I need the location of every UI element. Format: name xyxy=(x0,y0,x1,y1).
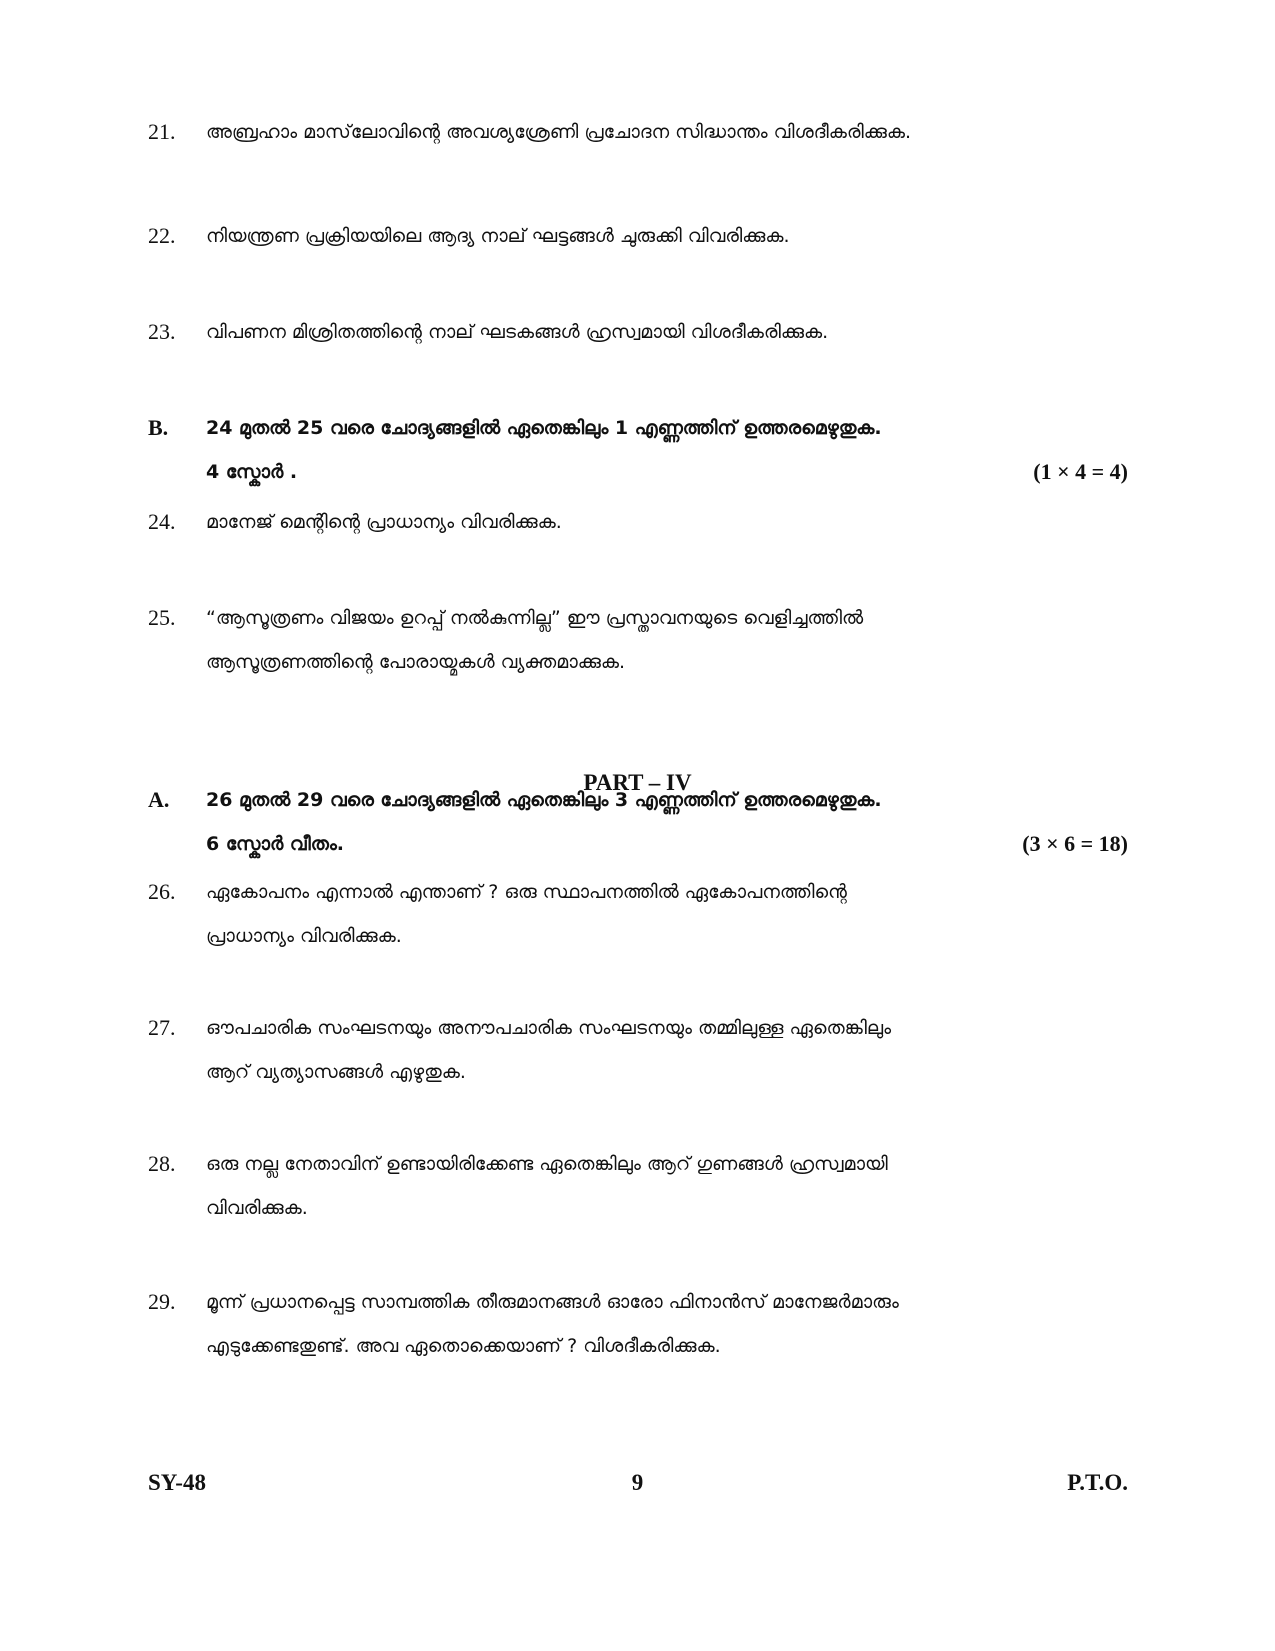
question-text xyxy=(206,1280,1128,1368)
section-score: 6 സ്കോർ വീതം. xyxy=(206,833,344,855)
question-number: 22. xyxy=(148,223,176,248)
section-a-instruction xyxy=(148,778,1128,866)
section-score-row xyxy=(206,822,1128,866)
question-number: 26. xyxy=(148,879,176,904)
question-21 xyxy=(148,110,1128,154)
question-line: ഏകോപനം എന്നാൽ എന്താണ് ? ഒരു സ്ഥാപനത്തിൽ ഏകോപനത്തിന്റെ xyxy=(206,881,847,903)
question-line: മൂന്ന് പ്രധാനപ്പെട്ട സാമ്പത്തിക തീരുമാനങ്ങൾ ഓരോ ഫിനാൻസ് മാനേജർമാരും xyxy=(206,1291,899,1313)
section-score-row xyxy=(206,450,1128,494)
question-number: 29. xyxy=(148,1289,176,1314)
question-line: ആറ് വ്യത്യാസങ്ങൾ എഴുതുക. xyxy=(206,1061,466,1083)
section-b-instruction xyxy=(148,406,1128,494)
question-line: ആസൂത്രണത്തിന്റെ പോരായ്മകൾ വ്യക്തമാക്കുക. xyxy=(206,651,626,673)
section-letter: B. xyxy=(148,415,169,440)
question-number: 23. xyxy=(148,319,176,344)
section-instruction: 24 മുതൽ 25 വരെ ചോദ്യങ്ങളിൽ ഏതെങ്കിലും 1 എണ്ണത്തിന് ഉത്തരമെഴുതുക. xyxy=(206,417,882,439)
question-line: എടുക്കേണ്ടതുണ്ട്. അവ ഏതൊക്കെയാണ് ? വിശദീകരിക്കുക. xyxy=(206,1335,721,1357)
question-27 xyxy=(148,1006,1128,1094)
question-line: വിപണന മിശ്രിതത്തിന്റെ നാല് ഘടകങ്ങൾ ഹ്രസ്വമായി വിശദീകരിക്കുക. xyxy=(206,321,829,343)
question-text xyxy=(206,500,1128,544)
footer-page-number: 9 xyxy=(631,1470,644,1495)
footer-code: SY-48 xyxy=(148,1470,206,1495)
question-number: 27. xyxy=(148,1015,176,1040)
question-text xyxy=(206,1006,1128,1094)
question-line: മാനേജ് മെന്റിന്റെ പ്രാധാന്യം വിവരിക്കുക. xyxy=(206,511,562,533)
question-23 xyxy=(148,310,1128,354)
part-heading: PART – IV xyxy=(583,770,692,795)
question-text xyxy=(206,310,1128,354)
question-28 xyxy=(148,1142,1128,1230)
footer-pto: P.T.O. xyxy=(1067,1470,1128,1495)
question-line: “ആസൂത്രണം വിജയം ഉറപ്പ് നൽകുന്നില്ല” ഈ പ്രസ്താവനയുടെ വെളിച്ചത്തിൽ xyxy=(206,607,864,629)
question-number: 25. xyxy=(148,605,176,630)
section-instruction: 26 മുതൽ 29 വരെ ചോദ്യങ്ങളിൽ ഏതെങ്കിലും 3 എണ്ണത്തിന് ഉത്തരമെഴുതുക. xyxy=(206,789,882,811)
section-marks: (1 × 4 = 4) xyxy=(1033,459,1128,484)
section-score: 4 സ്കോർ . xyxy=(206,461,298,483)
question-text xyxy=(206,870,1128,958)
section-marks: (3 × 6 = 18) xyxy=(1022,831,1128,856)
question-text xyxy=(206,214,1128,258)
question-text xyxy=(206,110,1128,154)
section-letter: A. xyxy=(148,787,170,812)
question-text xyxy=(206,1142,1128,1230)
question-line: പ്രാധാന്യം വിവരിക്കുക. xyxy=(206,925,402,947)
question-line: അബ്രഹാം മാസ്‌ലോവിന്റെ അവശ്യശ്രേണി പ്രചോദന സിദ്ധാന്തം വിശദീകരിക്കുക. xyxy=(206,121,912,143)
question-29 xyxy=(148,1280,1128,1368)
question-line: നിയന്ത്രണ പ്രക്രിയയിലെ ആദ്യ നാല് ഘട്ടങ്ങൾ ചുരുക്കി വിവരിക്കുക. xyxy=(206,225,790,247)
question-number: 24. xyxy=(148,509,176,534)
question-25 xyxy=(148,596,1128,684)
question-number: 21. xyxy=(148,119,176,144)
question-24 xyxy=(148,500,1128,544)
question-line: വിവരിക്കുക. xyxy=(206,1197,308,1219)
question-number: 28. xyxy=(148,1151,176,1176)
question-line: ഒരു നല്ല നേതാവിന് ഉണ്ടായിരിക്കേണ്ട ഏതെങ്കിലും ആറ് ഗുണങ്ങൾ ഹ്രസ്വമായി xyxy=(206,1153,888,1175)
question-26 xyxy=(148,870,1128,958)
question-22 xyxy=(148,214,1128,258)
question-text xyxy=(206,596,1128,684)
question-line: ഔപചാരിക സംഘടനയും അനൗപചാരിക സംഘടനയും തമ്മിലുള്ള ഏതെങ്കിലും xyxy=(206,1017,892,1039)
